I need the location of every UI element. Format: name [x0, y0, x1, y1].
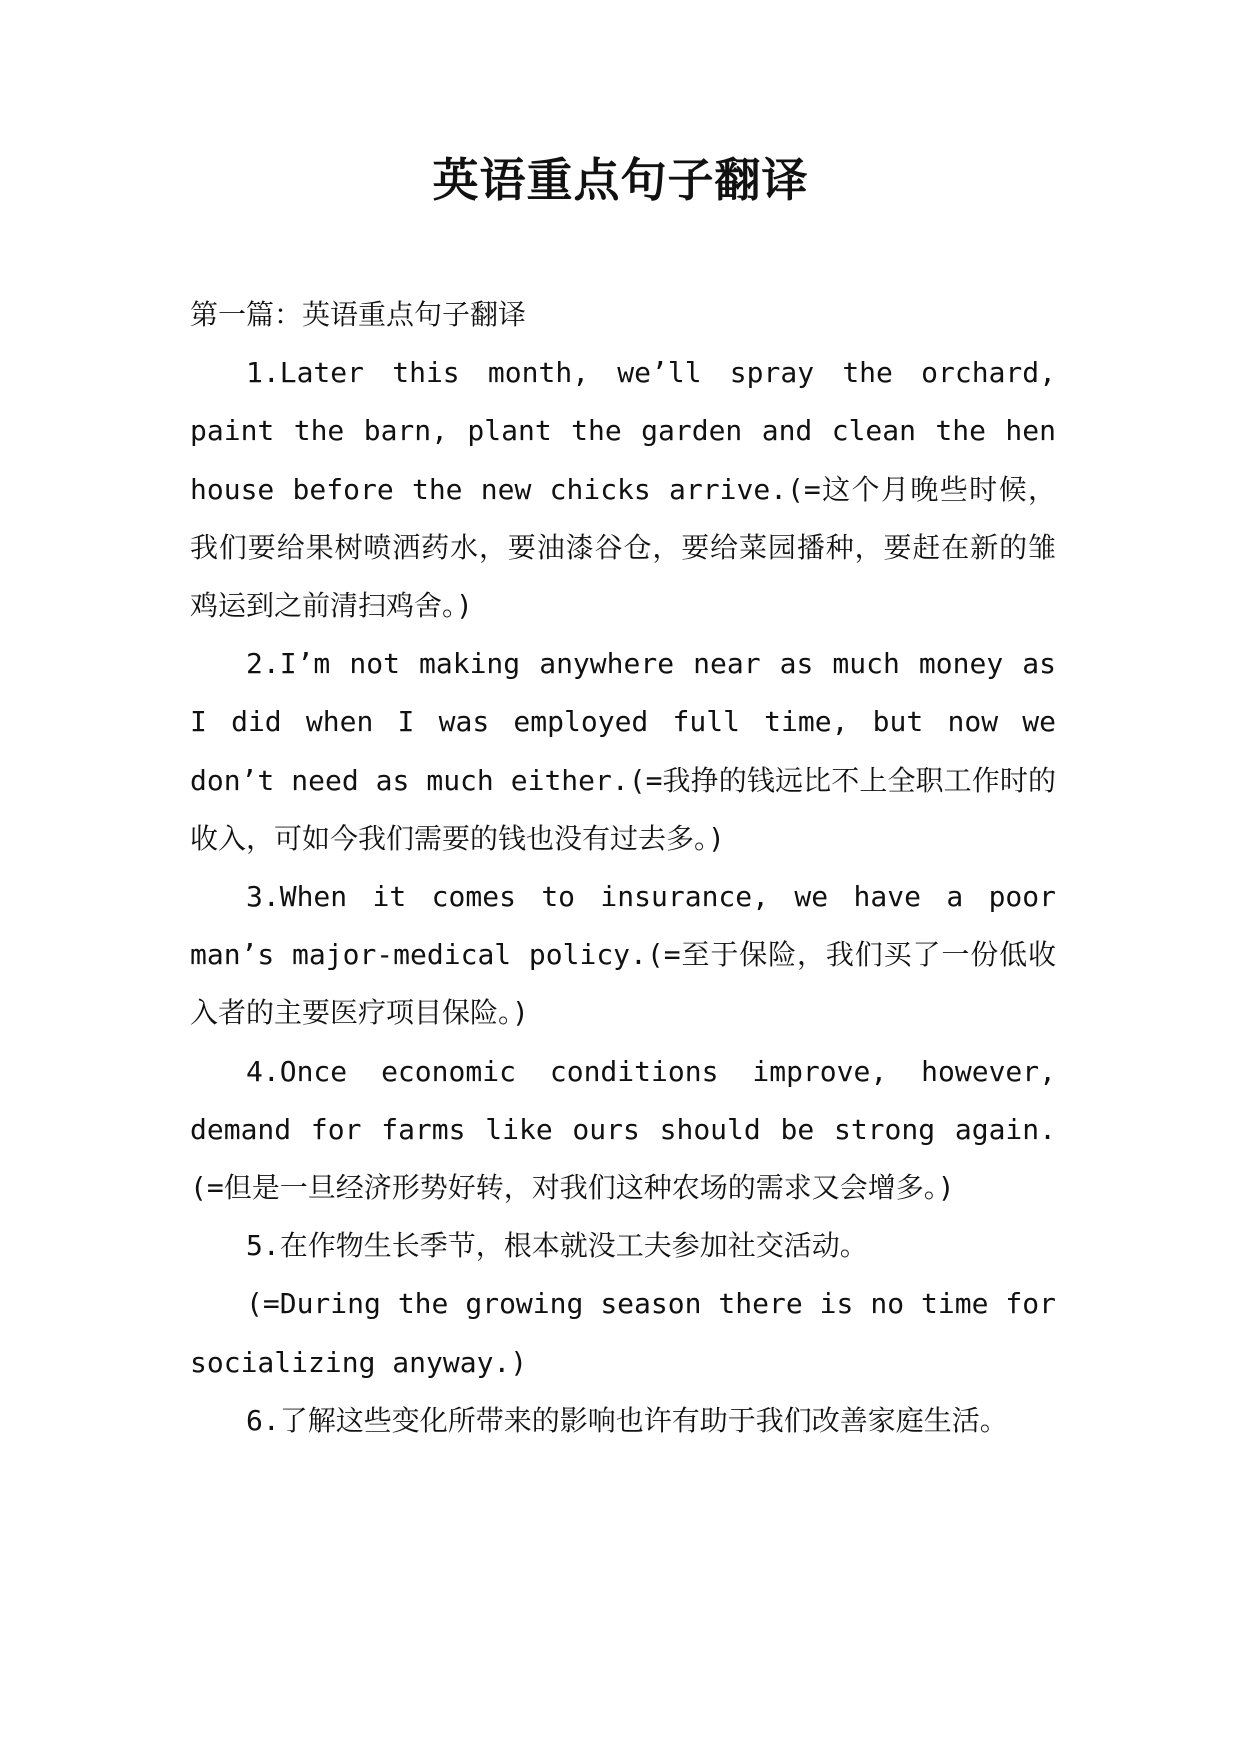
document-body	[190, 286, 1056, 1450]
document-title: 英语重点句子翻译	[432, 153, 809, 207]
sentence-item-1: 1.Later this month, we’ll spray the orchard, paint the barn, plant the garden and clean the hen house before the new chicks arrive.(=这个月晚些时候，我们要给果树喷洒药水，要油漆谷仓，要给菜园播种，要赶在新的雏鸡运到之前清扫鸡舍。)	[190, 356, 1056, 623]
sentence-item-5: 5.在作物生长季节，根本就没工夫参加社交活动。	[246, 1229, 868, 1263]
sentence-item-4: 4.Once economic conditions improve, however, demand for farms like ours should be strong again.(=但是一旦经济形势好转，对我们这种农场的需求又会增多。)	[190, 1054, 1056, 1205]
sentence-item-6: 6.了解这些变化所带来的影响也许有助于我们改善家庭生活。	[246, 1403, 1008, 1437]
section-heading: 第一篇：英语重点句子翻译	[190, 298, 527, 331]
sentence-item-5-translation: (=During the growing season there is no time for socializing anyway.)	[190, 1287, 1056, 1379]
sentence-item-2: 2.I’m not making anywhere near as much money as I did when I was employed full time, but now we don’t need as much either.(=我挣的钱远比不上全职工作时的收入，可如今我们需要的钱也没有过去多。)	[190, 647, 1056, 855]
sentence-item-3: 3.When it comes to insurance, we have a poor man’s major-medical policy.(=至于保险，我们买了一份低收入者的主要医疗项目保险。)	[190, 880, 1056, 1030]
